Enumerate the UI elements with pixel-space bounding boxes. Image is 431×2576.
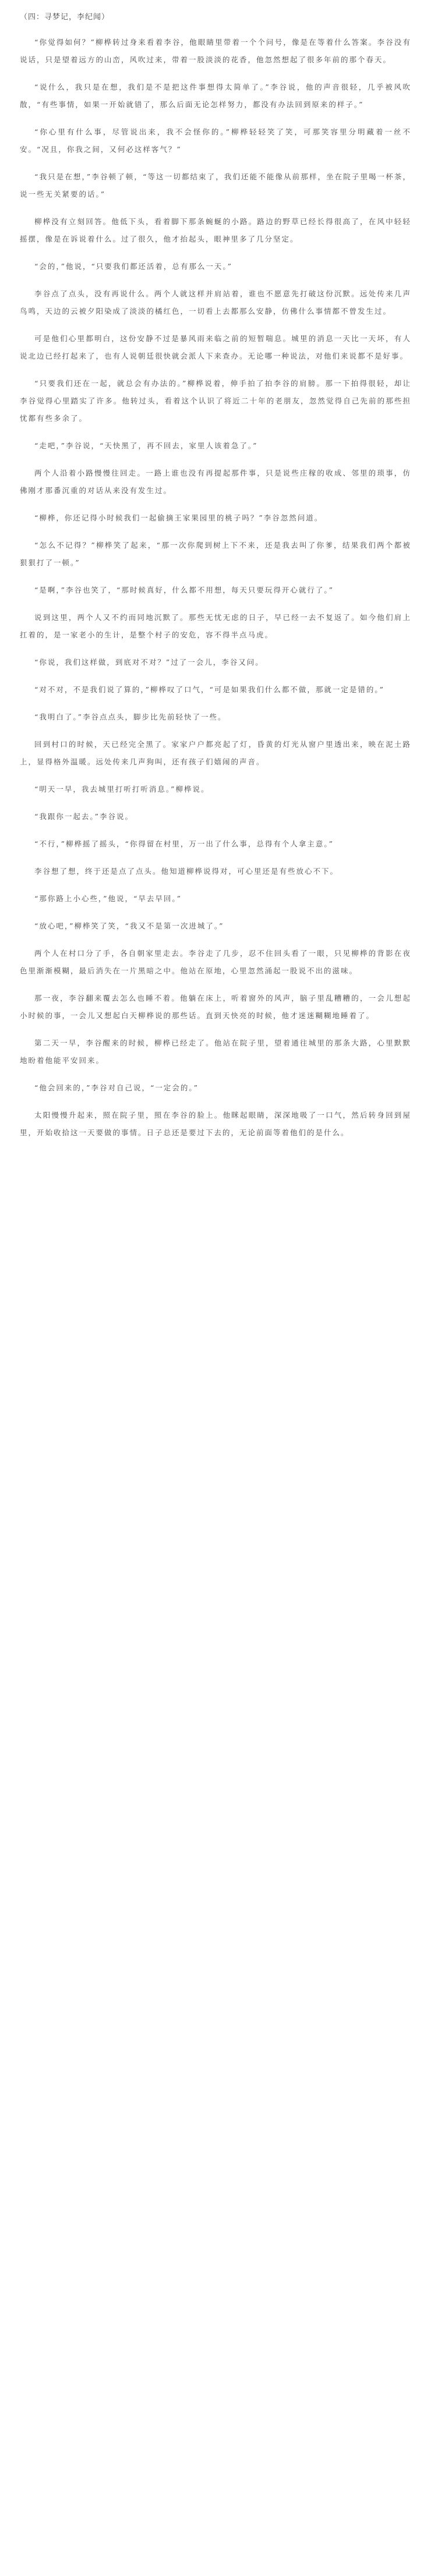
story-paragraph: “我跟你一起去。”李谷说。 [34,812,134,821]
story-paragraph: “你说，我们这样做，到底对不对？”过了一会儿，李谷又问。 [34,658,264,667]
story-paragraph: “说什么，我只是在想，我们是不是把这件事想得太简单了。”李谷说，他的声音很轻，几乎被风吹散，“有些事情，如果一开始就错了，那么后面无论怎样努力，都没有办法回到原来的样子。” [20,83,411,109]
story-paragraph: “是啊，”李谷也笑了，“那时候真好，什么都不用想，每天只要玩得开心就行了。” [34,586,334,594]
story-body [20,34,411,1142]
story-paragraph: 第二天一早，李谷醒来的时候，柳桦已经走了。他站在院子里，望着通往城里的那条大路，心里默默地盼着他能平安回来。 [20,1039,411,1065]
document-header: （四：寻梦记，李纪闻） [20,13,110,22]
story-paragraph: “只要我们还在一起，就总会有办法的。”柳桦说着，伸手拍了拍李谷的肩膀。那一下拍得很轻，却让李谷觉得心里踏实了许多。他转过头，看着这个认识了将近二十年的老朋友，忽然觉得自己先前的那些担忧都有些多余了。 [20,379,411,423]
story-paragraph: “走吧，”李谷说，“天快黑了，再不回去，家里人该着急了。” [34,441,258,450]
story-paragraph: “他会回来的，”李谷对自己说，“一定会的。” [34,1083,199,1092]
story-paragraph: 那一夜，李谷翻来覆去怎么也睡不着。他躺在床上，听着窗外的风声，脑子里乱糟糟的，一会儿想起小时候的事，一会儿又想起白天柳桦说的那些话。直到天快亮的时候，他才迷迷糊糊地睡着了。 [20,994,411,1020]
story-paragraph: 柳桦没有立刻回答。他低下头，看着脚下那条蜿蜒的小路。路边的野草已经长得很高了，在风中轻轻摇摆，像是在诉说着什么。过了很久，他才抬起头，眼神里多了几分坚定。 [20,217,411,243]
story-paragraph: “你心里有什么事，尽管说出来，我不会怪你的。”柳桦轻轻笑了笑，可那笑容里分明藏着一丝不安。“况且，你我之间，又何必这样客气？” [20,127,411,154]
story-paragraph: “我明白了。”李谷点点头，脚步比先前轻快了一些。 [34,713,227,721]
story-paragraph: “对不对，不是我们说了算的，”柳桦叹了口气，“可是如果我们什么都不做，那就一定是错的。” [34,685,385,694]
story-paragraph: “那你路上小心些，”他说，“早去早回。” [34,894,182,903]
story-paragraph: “不行，”柳桦摇了摇头，“你得留在村里，万一出了什么事，总得有个人拿主意。” [34,839,334,848]
story-paragraph: 回到村口的时候，天已经完全黑了。家家户户都亮起了灯，昏黄的灯光从窗户里透出来，映在泥土路上，显得格外温暖。远处传来几声狗叫，还有孩子们嬉闹的声音。 [20,740,411,766]
story-paragraph: “我只是在想，”李谷顿了顿，“等这一切都结束了，我们还能不能像从前那样，坐在院子里喝一杯茶，说一些无关紧要的话。” [20,172,411,199]
story-paragraph: 李谷点了点头，没有再说什么。两个人就这样并肩站着，谁也不愿意先打破这份沉默。远处传来几声鸟鸣，天边的云被夕阳染成了淡淡的橘红色，一切看上去都那么安静，仿佛什么事情都不曾发生过。 [20,289,411,316]
story-paragraph: 两个人在村口分了手，各自朝家里走去。李谷走了几步，忍不住回头看了一眼，只见柳桦的背影在夜色里渐渐模糊，最后消失在一片黑暗之中。他站在原地，心里忽然涌起一股说不出的滋味。 [20,949,411,975]
story-paragraph: “你觉得如何？”柳桦转过身来看着李谷，他眼睛里带着一个个问号，像是在等着什么答案。李谷没有说话，只是望着远方的山峦，风吹过来，带着一股淡淡的花香，他忽然想起了很多年前的那个春天。 [20,38,411,64]
story-paragraph: “怎么不记得？”柳桦笑了起来，“那一次你爬到树上下不来，还是我去叫了你爹，结果我们两个都被狠狠打了一顿。” [20,541,411,567]
story-paragraph: “明天一早，我去城里打听打听消息。”柳桦说。 [34,785,210,793]
story-paragraph: “放心吧，”柳桦笑了笑，“我又不是第一次进城了。” [34,922,224,930]
story-paragraph: 两个人沿着小路慢慢往回走。一路上谁也没有再提起那件事，只是说些庄稼的收成、邻里的琐事，仿佛刚才那番沉重的对话从来没有发生过。 [20,469,411,495]
story-paragraph: 说到这里，两个人又不约而同地沉默了。那些无忧无虑的日子，早已经一去不复返了。如今他们肩上扛着的，是一家老小的生计，是整个村子的安危，容不得半点马虎。 [20,613,411,639]
story-paragraph: 李谷想了想，终于还是点了点头。他知道柳桦说得对，可心里还是有些放心不下。 [34,867,339,876]
story-paragraph: 太阳慢慢升起来，照在院子里，照在李谷的脸上。他眯起眼睛，深深地吸了一口气，然后转身回到屋里，开始收拾这一天要做的事情。日子总还是要过下去的，无论前面等着他们的是什么。 [20,1111,411,1137]
story-paragraph: 可是他们心里都明白，这份安静不过是暴风雨来临之前的短暂喘息。城里的消息一天比一天坏，有人说北边已经打起来了，也有人说朝廷很快就会派人下来查办。无论哪一种说法，对他们来说都不是好事。 [20,334,411,360]
story-paragraph: “会的，”他说，“只要我们都还活着，总有那么一天。” [34,262,233,271]
story-paragraph: “柳桦，你还记得小时候我们一起偷摘王家果园里的桃子吗？”李谷忽然问道。 [34,513,323,522]
